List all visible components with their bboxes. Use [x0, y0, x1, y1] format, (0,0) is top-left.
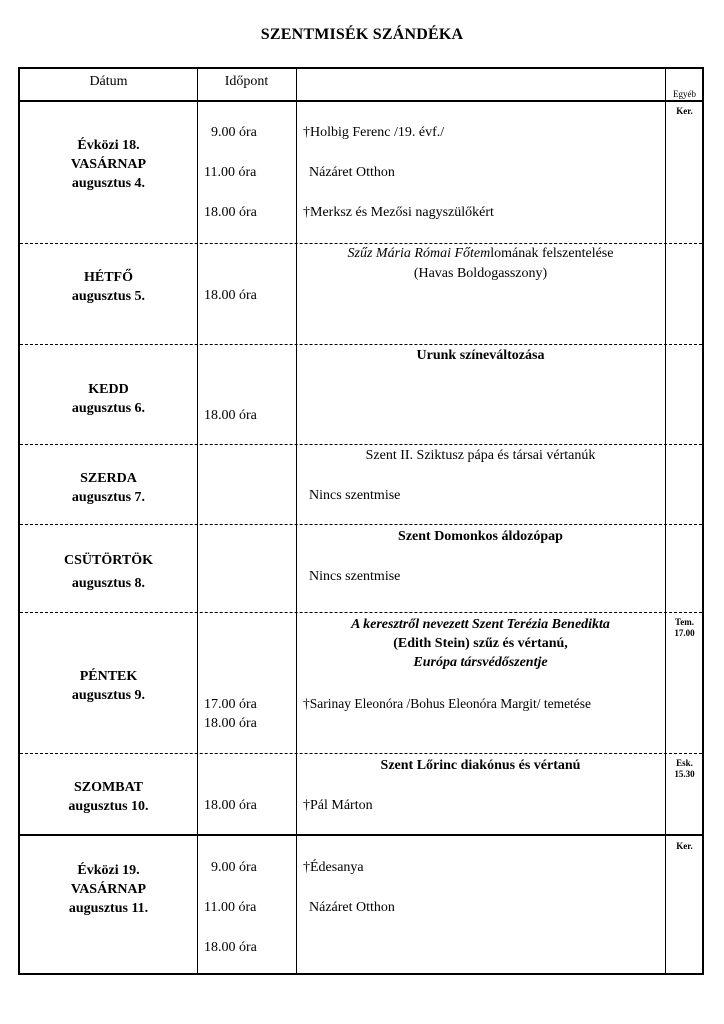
day-label: Évközi 19. VASÁRNAP augusztus 11. [68, 863, 149, 916]
feast-title: A keresztről nevezett Szent Terézia Benedikta [351, 617, 610, 632]
mass-intention: †Holbig Ferenc /19. évf./ [303, 125, 445, 140]
day-label: SZERDA augusztus 7. [71, 471, 146, 505]
other-note: Ker. [676, 106, 693, 116]
other-note: Ker. [676, 841, 693, 851]
header-date: Dátum [89, 74, 128, 89]
mass-time: 18.00 óra [204, 798, 257, 813]
mass-time: 18.00 óra [204, 288, 257, 303]
mass-intention: †Merksz és Mezősi nagyszülőkért [303, 205, 494, 220]
day-label: Évközi 18. VASÁRNAP augusztus 4. [70, 138, 147, 191]
mass-time: 18.00 óra [204, 940, 257, 955]
day-label: HÉTFŐ augusztus 5. [71, 270, 146, 304]
day-label: SZOMBAT augusztus 10. [68, 780, 149, 814]
header-divider [20, 100, 702, 102]
feast-subtitle: (Havas Boldogasszony) [413, 266, 548, 281]
day-label: PÉNTEK augusztus 9. [71, 669, 146, 703]
mass-intention: Názáret Otthon [309, 900, 395, 915]
mass-intention: †Sarinay Eleonóra /Bohus Eleonóra Margit/ temetése [303, 696, 592, 711]
feast-title: Urunk színeváltozása [416, 348, 545, 363]
no-mass-note: Nincs szentmise [309, 488, 401, 503]
page-title: SZENTMISÉK SZÁNDÉKA [260, 26, 464, 43]
row-divider [20, 612, 702, 613]
row-divider [20, 444, 702, 445]
day-label: KEDD augusztus 6. [71, 382, 146, 416]
mass-time: 9.00 óra [211, 860, 257, 875]
row-divider [20, 753, 702, 754]
column-divider [296, 69, 297, 973]
feast-title: Szent II. Sziktusz pápa és társai vértanúk [365, 448, 596, 463]
row-divider [20, 243, 702, 244]
no-mass-note: Nincs szentmise [309, 569, 401, 584]
mass-intention: Názáret Otthon [309, 165, 395, 180]
mass-time: 9.00 óra [211, 125, 257, 140]
mass-time: 18.00 óra [204, 408, 257, 423]
mass-time: 11.00 óra [204, 900, 257, 915]
column-divider [197, 69, 198, 973]
mass-intention: †Édesanya [303, 860, 364, 875]
mass-schedule-table [18, 67, 704, 975]
row-divider [20, 344, 702, 345]
feast-title: Szent Domonkos áldozópap [398, 529, 563, 544]
mass-time: 11.00 óra [204, 165, 257, 180]
other-note: Tem. 17.00 [674, 617, 695, 638]
mass-time: 18.00 óra [204, 716, 257, 731]
column-divider [665, 69, 666, 973]
row-divider [20, 524, 702, 525]
header-other: Egyéb [673, 89, 696, 99]
feast-title-line: Európa társvédőszentje [413, 655, 548, 670]
feast-title: Szent Lőrinc diakónus és vértanú [380, 758, 581, 773]
header-time: Időpont [224, 74, 269, 89]
feast-title-line: (Edith Stein) szűz és vértanú, [393, 636, 568, 651]
day-label: CSÜTÖRTÖK augusztus 8. [64, 553, 153, 591]
mass-intention: †Pál Márton [303, 798, 373, 813]
feast-title: Szűz Mária Római Főtemlomának felszentelése [347, 246, 614, 261]
mass-time: 18.00 óra [204, 205, 257, 220]
mass-time: 17.00 óra [204, 697, 257, 712]
other-note: Esk. 15.30 [674, 758, 695, 779]
row-divider [20, 834, 702, 836]
